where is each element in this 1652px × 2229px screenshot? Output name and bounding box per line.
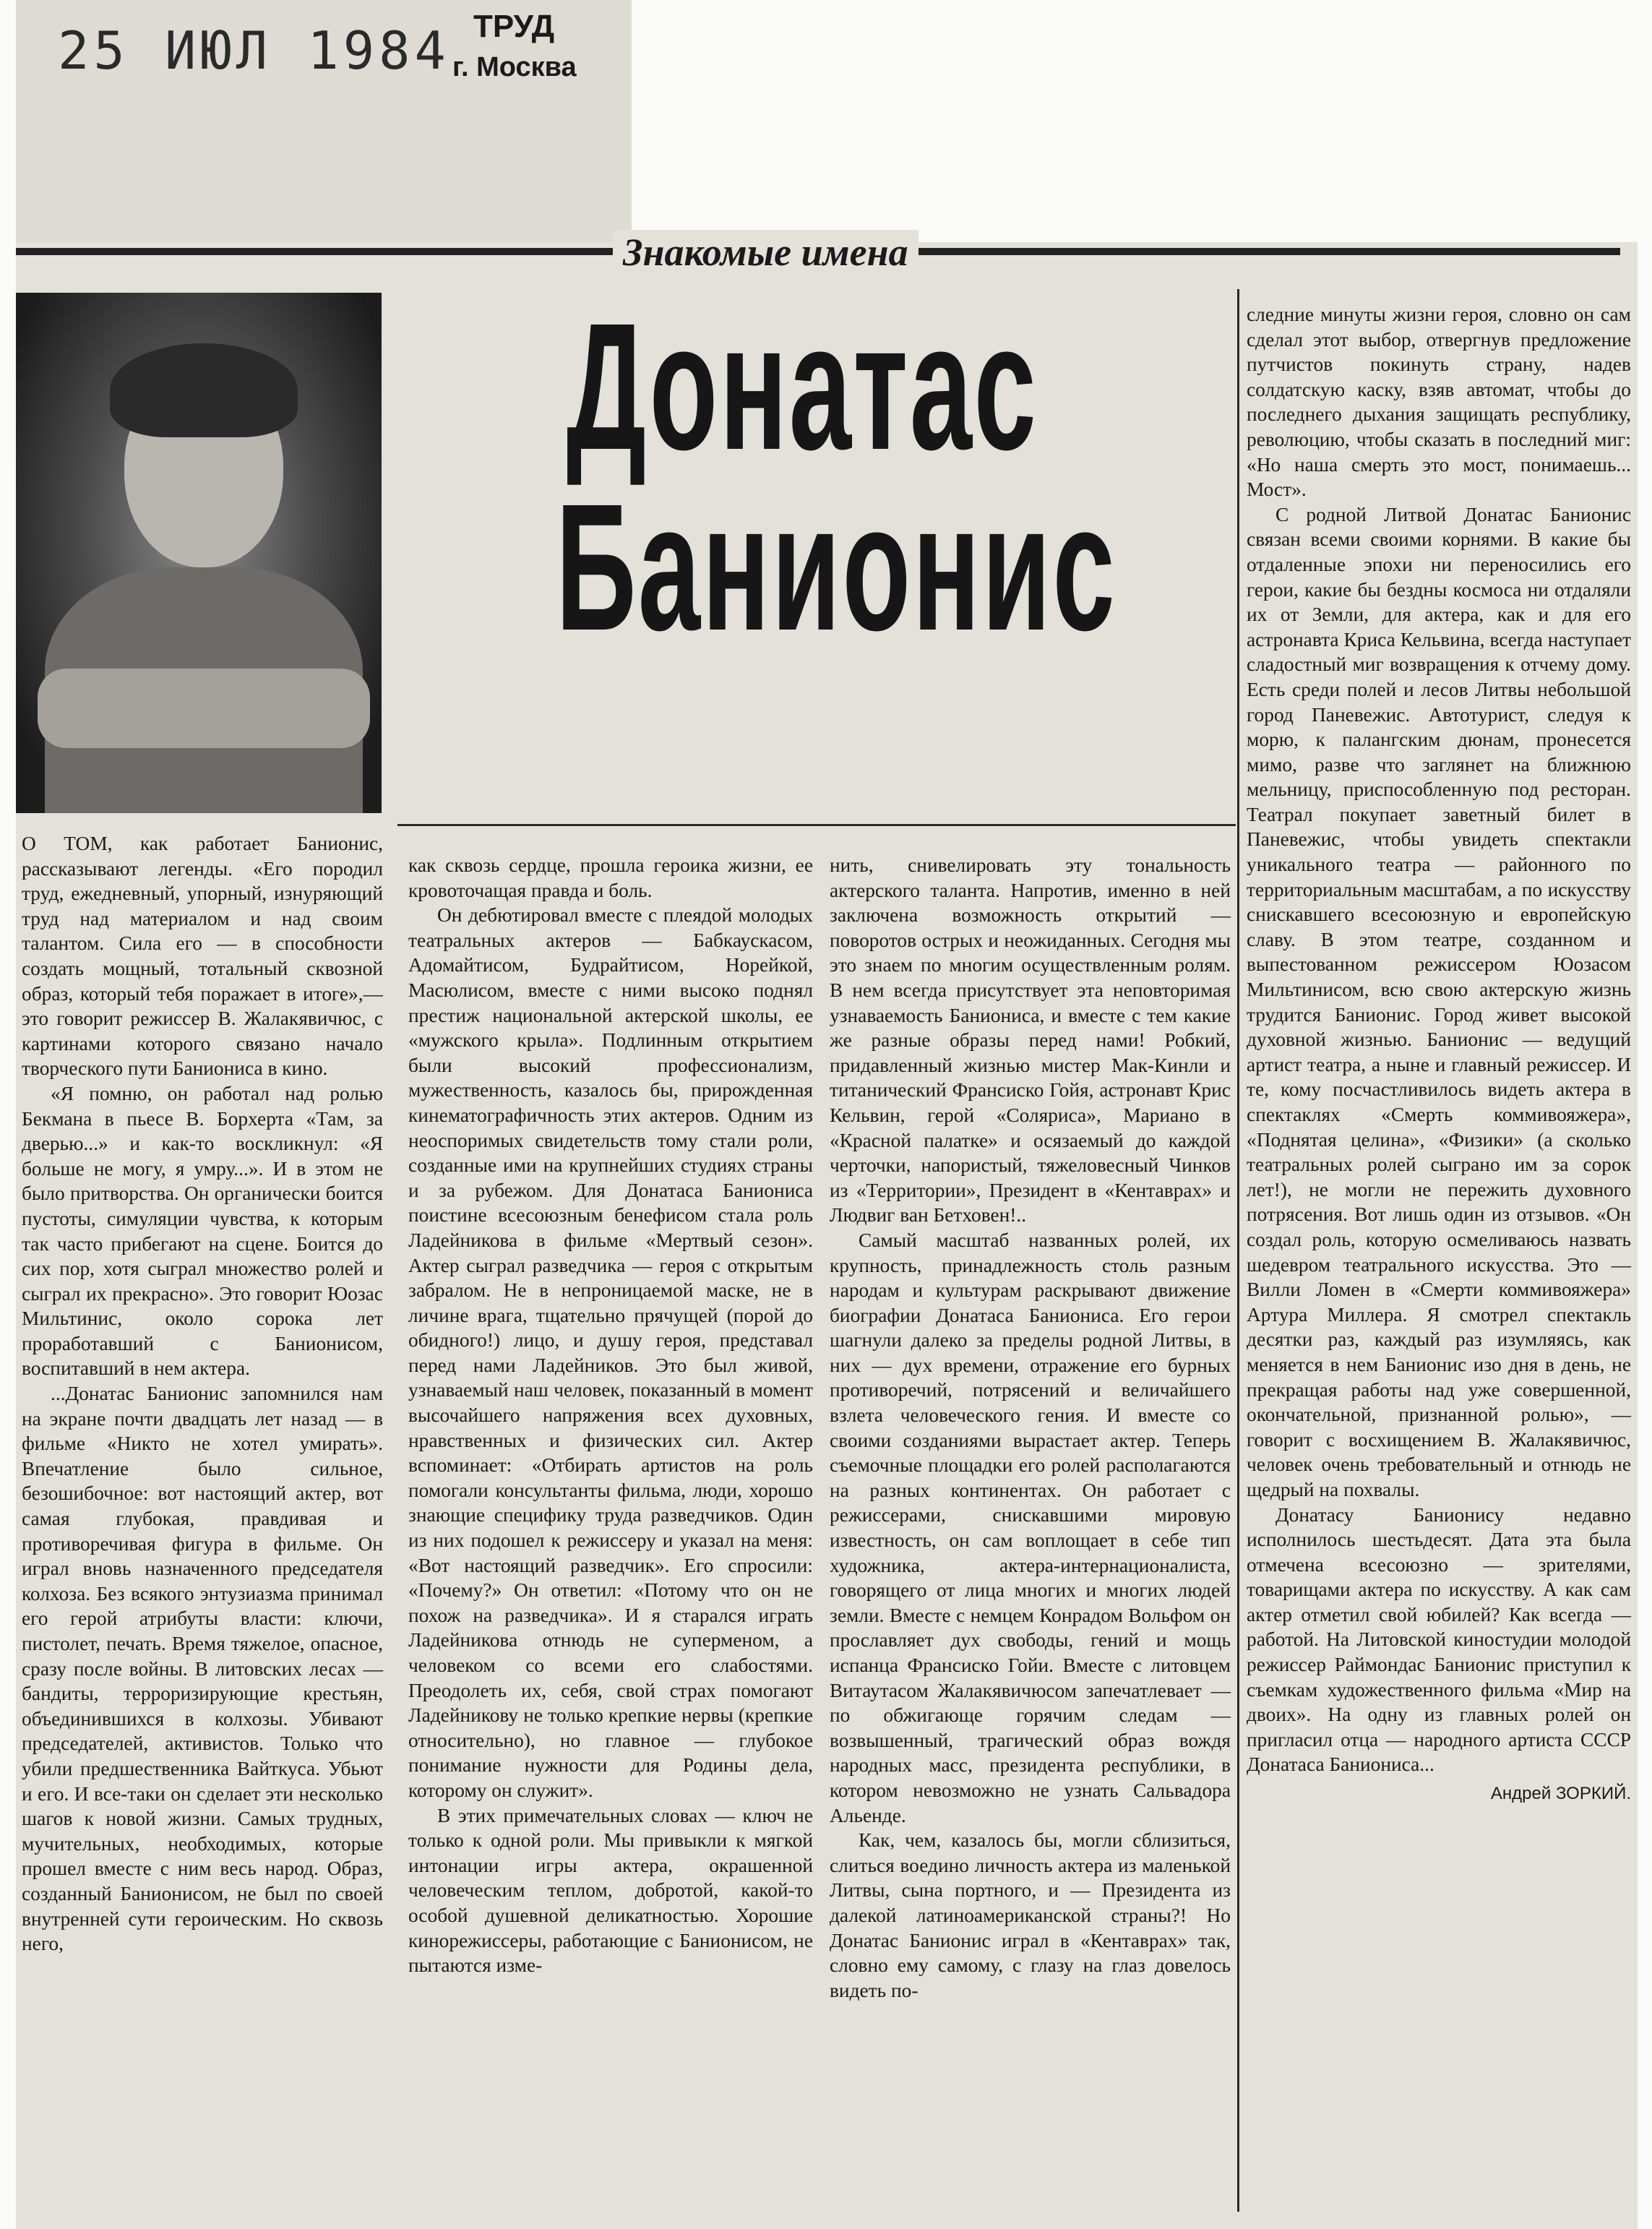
paragraph: следние минуты жизни героя, словно он сам сделал этот выбор, отвергнув предложение путчистов покинуть страну, надев солдатскую каску, взяв автомат, чтобы до последнего дыхания защищать республику, революцию, чтобы сказать в последний миг: «Но наша смерть это мост, понимаешь... Мост». — [1247, 304, 1631, 501]
paragraph: ...Донатас Банионис запомнился нам на экране почти двадцать лет назад — в фильме «Никто не хотел умирать». Впечатление было сильное, безошибочное: вот настоящий актер, вот самая глубокая, правдивая и противоречивая фигура в фильме. Он играл вновь назначенного председателя колхоза. Без всякого энтузиазма принимал его герой атрибуты власти: ключи, пистолет, печать. Время тяжелое, опасное, сразу после войны. В литовских лесах — бандиты, терроризирующие крестьян, объединившихся в колхозы. Убивают председателей, активистов. Только что убили предшественника Вайткуса. Убьют и его. И все-таки он сделает эти несколько шагов к новой жизни. Самых трудных, мучительных, необходимых, которые прошел вместе с ним весь народ. Образ, созданный Банионисом, не был по своей внутренней сути героическим. Но сквозь него, — [22, 1383, 383, 1955]
paragraph: В этих примечательных словах — ключ не только к одной роли. Мы привыкли к мягкой интонации игры актера, окрашенной человеческим теплом, добротой, какой-то особой душевной деликатностью. Хорошие кинорежиссеры, работающие с Банионисом, не пытаются изме- — [408, 1804, 813, 1977]
paragraph: Самый масштаб названных ролей, их крупность, принадлежность столь разным народам и культурам раскрывают движение биографии Донатаса Баниониса. Его герои шагнули далеко за пределы родной Литвы, в них — дух времени, отражение его бурных противоречий, потрясений и величайшего взлета человеческого гения. И вместе со своими созданиями вырастает актер. Теперь съемочные площадки его ролей располагаются на разных континентах. Он работает с режиссерами, снискавшими мировую известность, он сам воплощает в себе тип художника, актера-интернационалиста, говорящего от лица многих и многих людей земли. Вместе с немцем Конрадом Вольфом он прославляет дух свободы, гений и мощь испанца Франсиско Гойи. Вместе с литовцем Витаутасом Жалакявичюсом запечатлевает — по обжигающе горячим следам — возвышенный, трагический образ вождя народных масс, президента республики, в котором невозможно не узнать Сальвадора Альенде. — [830, 1229, 1231, 1826]
paragraph: Он дебютировал вместе с плеядой молодых театральных актеров — Бабкаускасом, Адомайтисом, Будрайтисом, Норейкой, Масюлисом, вместе с ними высоко поднял престиж национальной актерской школы, ее «мужского крыла». Подлинным открытием были высокий профессионализм, мужественность, казалось бы, прирожденная кинематографичность этих актеров. Одним из неоспоримых свидетельств тому стали роли, созданные ими на крупнейших студиях страны и за рубежом. Для Донатаса Баниониса поистине всесоюзным бенефисом стала роль Ладейникова в фильме «Мертвый сезон». Актер сыграл разведчика — героя с открытым забралом. Не в непроницаемой маске, не в личине врага, тщательно прячущей (порой до обидного!) лицо, и душу героя, представал перед нами Ладейников. Это был живой, узнаваемый наш человек, показанный в момент высочайшего напряжения всех духовных, нравственных и физических сил. Актер вспоминает: «Отбирать артистов на роль помогали консультанты фильма, люди, хорошо знающие специфику труда разведчиков. Один из них подошел к режиссеру и указал на меня: «Вот настоящий разведчик». Его спросили: «Почему?» Он ответил: «Потому что он не похож на разведчика». И я старался играть Ладейникова отнюдь не суперменом, а человеком со всеми его слабостями. Преодолеть их, себя, свой страх помогают Ладейникову не только крепкие нервы (крепкие относительно), но главное — глубокое понимание нужности для Родины дела, которому он служит». — [408, 904, 813, 1801]
paragraph: Как, чем, казалось бы, могли сблизиться, слиться воедино личность актера из маленькой Литвы, сына портного, и — Президента из далекой латиноамериканской страны?! Но Донатас Банионис играл в «Кентаврах» так, словно ему самому, с глазу на глаз довелось видеть по- — [830, 1829, 1231, 2001]
photo-arms-shape — [38, 669, 370, 748]
article-column-2 — [408, 853, 813, 1978]
paragraph: «Я помню, он работал над ролью Бекмана в пьесе В. Борхерта «Там, за дверью...» и как-то воскликнул: «Я больше не могу, я умру...». И в этом не было притворства. Он органически боится пустоты, симуляции чувства, к которым так часто прибегают на сцене. Боится до сих пор, хотя сыграл множество ролей и сыграл их прекрасно». Это говорит Юозас Мильтинис, около сорока лет проработавший с Банионисом, воспитавший в нем актера. — [22, 1082, 383, 1380]
article-headline — [556, 285, 1117, 668]
column-rule-right — [1237, 289, 1239, 2212]
newspaper-city: г. Москва — [452, 52, 577, 82]
headline-line-2: Банионис — [556, 466, 1117, 668]
paragraph: нить, снивелировать эту тональность актерского таланта. Напротив, именно в ней заключена возможность открытий — поворотов острых и неожиданных. Сегодня мы это знаем по многим осуществленным ролям. В нем всегда присутствует эта неповторимая узнаваемость Баниониса, и вместе с тем какие же разные образы перед нами! Робкий, придавленный жизнью мистер Мак-Кинли и титанический Франсиско Гойя, астронавт Крис Кельвин, герой «Соляриса», Мариано в «Красной палатке» и осязаемый до каждой черточки, напористый, тяжеловесный Чинков из «Территории», Президент в «Кентаврах» и Людвиг ван Бетховен!.. — [830, 854, 1231, 1227]
date-stamp: 25 ИЮЛ 1984 — [58, 20, 450, 81]
author-signature: Андрей ЗОРКИЙ. — [1490, 1784, 1631, 1804]
article-column-4 — [1247, 302, 1631, 1807]
column-rule-top — [397, 824, 1236, 826]
article-column-3 — [830, 853, 1231, 2003]
article-column-1 — [22, 831, 383, 1957]
paragraph: О ТОМ, как работает Банионис, рассказывают легенды. «Его породил труд, ежедневный, упорный, изнуряющий труд над материалом и над своим талантом. Сила его — в способности создать мощный, тотальный сквозной образ, который тебя поражает в итоге»,— это говорит режиссер В. Жалакявичюс, с картинами которого связано начало творческого пути Баниониса в кино. — [22, 833, 383, 1080]
newspaper-name: ТРУД — [473, 9, 555, 44]
paragraph: С родной Литвой Донатас Банионис связан всеми своими корнями. В какие бы отдаленные эпохи ни переносились его герои, какие бы бездны космоса ни отдаляли их от Земли, для актера, как и для его астронавта Криса Кельвина, всегда наступает сладостный миг возвращения к отчему дому. Есть среди полей и лесов Литвы небольшой город Паневежис. Автотурист, следуя к морю, к палангским дюнам, пронесется мимо, разве что заглянет на ближнюю мельницу, приспособленную под ресторан. Театрал покупает заветный билет в Паневежис, чтобы увидеть спектакли уникального театра — районного по территориальным масштабам, а по искусству снискавшего всесоюзную и европейскую славу. В этом театре, созданном и выпестованном режиссером Юозасом Мильтинисом, всю свою актерскую жизнь трудится Банионис. Город живет высокой духовной жизнью. Банионис — ведущий артист театра, а ныне и главный режиссер. И те, кому посчастливилось видеть актера в спектаклях «Смерть коммивояжера», «Поднятая целина», «Физики» (а сколько театральных ролей сыграно им за сорок лет!), не могли не пережить духовного потрясения. Вот лишь один из отзывов. «Он создал роль, которую осмеливаюсь назвать шедевром театрального искусства. Это — Вилли Ломен в «Смерти коммивояжера» Артура Миллера. Я смотрел спектакль десятки раз, каждый раз изумляясь, как меняется в нем Банионис изо дня в день, не прекращая работы над уже совершенной, окончательной, признанной ролью», — говорит с восхищением В. Жалакявичюс, человек очень требовательный и отнюдь не щедрый на похвалы. — [1247, 503, 1631, 1500]
paragraph: как сквозь сердце, прошла героика жизни, ее кровоточащая правда и боль. — [408, 854, 813, 901]
photo-hair-shape — [110, 343, 298, 437]
rubric-title: Знакомые имена — [613, 230, 919, 275]
portrait-photo — [16, 293, 382, 813]
headline-line-1: Донатас — [566, 285, 1038, 487]
paragraph: Донатасу Банионису недавно исполнилось шестьдесят. Дата эта была отмечена всесоюзно — зрителями, товарищами актера по искусству. А как сам актер отметил свой юбилей? Как всегда — работой. На Литовской киностудии молодой режиссер Раймондас Банионис приступил к съемкам художественного фильма «Мир на двоих». На одну из главных ролей он пригласил отца — народного артиста СССР Донатаса Баниониса... — [1247, 1503, 1631, 1776]
